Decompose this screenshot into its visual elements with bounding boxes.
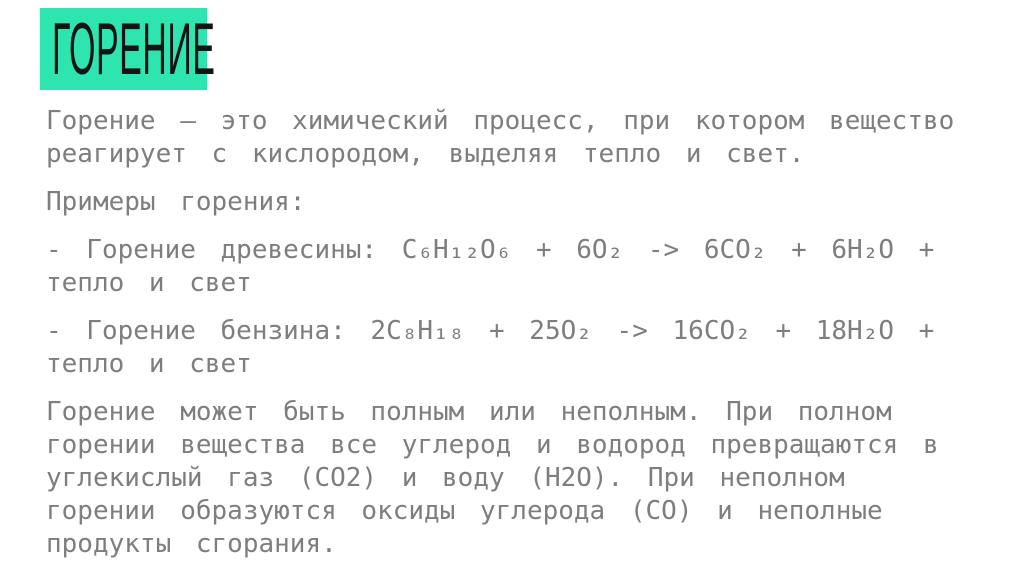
body-paragraph: Горение – это химический процесс, при котором вещество реагирует с кислородом, выделяя тепло и свет. bbox=[46, 106, 955, 169]
slide-title: ГОРЕНИЕ bbox=[52, 7, 216, 91]
slide-title-highlight bbox=[40, 7, 216, 91]
body-paragraph: - Горение бензина: 2C₈H₁₈ + 25O₂ -> 16CO₂ + 18H₂O + тепло и свет bbox=[46, 316, 935, 379]
body-paragraph: - Горение древесины: C₆H₁₂O₆ + 6O₂ -> 6CO₂ + 6H₂O + тепло и свет bbox=[46, 235, 935, 298]
slide-body bbox=[46, 105, 972, 576]
body-paragraph: Примеры горения: bbox=[46, 187, 306, 217]
body-paragraph: Горение может быть полным или неполным. При полном горении вещества все углерод и водород превращаются в углекислый газ (CO2) и воду (H2O). При неполном горении образуются оксиды углерода (CO) и неполные продукты сгорания. bbox=[46, 397, 939, 559]
